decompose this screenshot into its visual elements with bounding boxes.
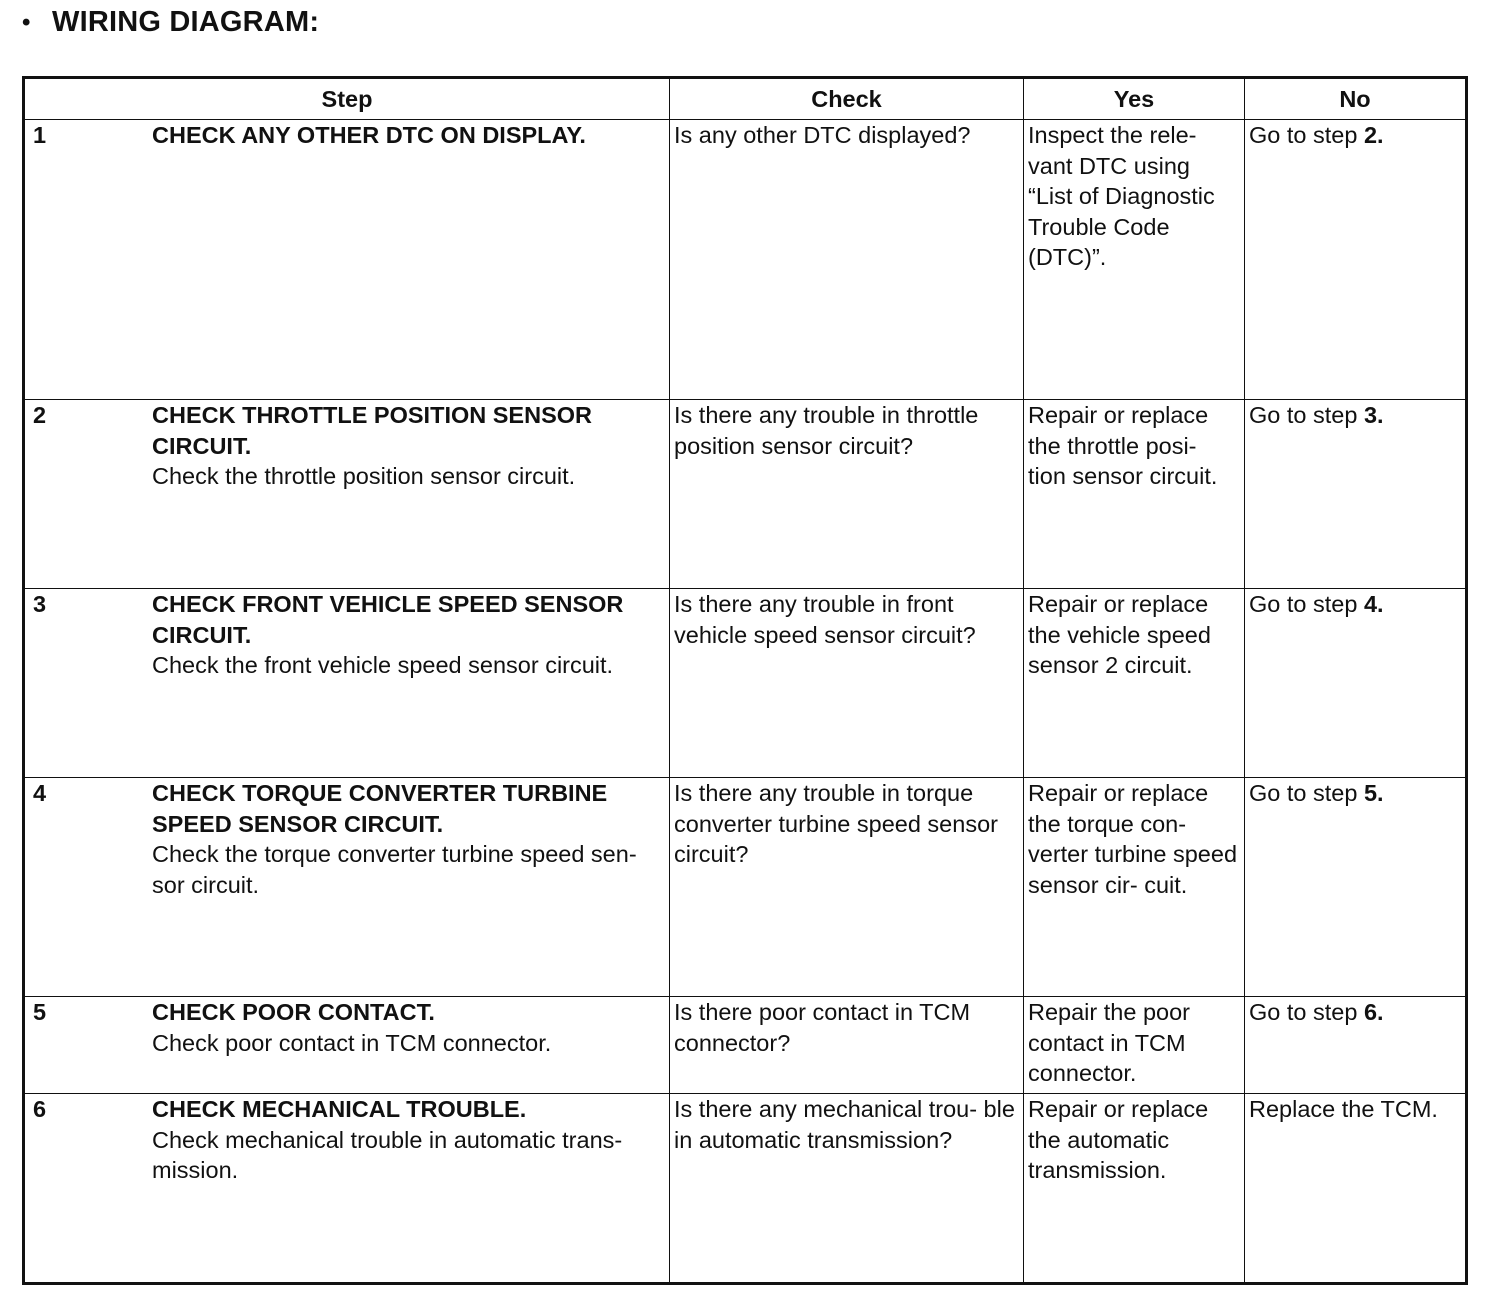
no-cell <box>1245 120 1467 400</box>
yes-cell: Repair or replace the torque con- verter turbine speed sensor cir- cuit. <box>1024 778 1245 997</box>
step-cell <box>24 120 670 400</box>
table-row <box>24 589 1467 778</box>
yes-cell: Inspect the rele- vant DTC using “List of Diagnostic Trouble Code (DTC)”. <box>1024 120 1245 400</box>
step-description: Check the throttle position sensor circuit. <box>152 463 576 489</box>
heading-title: WIRING DIAGRAM: <box>52 6 320 38</box>
step-title: CHECK ANY OTHER DTC ON DISPLAY. <box>152 122 586 148</box>
no-cell <box>1245 778 1467 997</box>
step-number: 5 <box>33 999 47 1025</box>
section-heading <box>22 6 319 39</box>
step-number: 4 <box>33 780 47 806</box>
no-cell <box>1245 400 1467 589</box>
yes-cell: Repair or replace the vehicle speed sensor 2 circuit. <box>1024 589 1245 778</box>
no-step-ref: 2. <box>1363 122 1384 148</box>
step-title: CHECK MECHANICAL TROUBLE. <box>152 1096 527 1122</box>
no-text: Go to step <box>1249 999 1364 1025</box>
step-cell <box>24 1094 670 1284</box>
check-cell: Is there any trouble in front vehicle speed sensor circuit? <box>670 589 1024 778</box>
check-cell: Is there any mechanical trou- ble in automatic transmission? <box>670 1094 1024 1284</box>
check-cell: Is there any trouble in throttle position sensor circuit? <box>670 400 1024 589</box>
step-number: 2 <box>33 402 47 428</box>
step-cell <box>24 778 670 997</box>
step-description: Check mechanical trouble in automatic trans- mission. <box>152 1126 623 1183</box>
no-step-ref: 5. <box>1363 780 1384 806</box>
check-cell: Is there any trouble in torque converter turbine speed sensor circuit? <box>670 778 1024 997</box>
no-text: Replace the TCM. <box>1249 1096 1438 1122</box>
table-row <box>24 120 1467 400</box>
step-title: CHECK FRONT VEHICLE SPEED SENSOR CIRCUIT. <box>152 591 624 648</box>
header-no: No <box>1245 78 1467 120</box>
table-row <box>24 1094 1467 1284</box>
no-cell <box>1245 1094 1467 1284</box>
check-cell: Is there poor contact in TCM connector? <box>670 997 1024 1094</box>
step-number: 3 <box>33 591 47 617</box>
check-cell: Is any other DTC displayed? <box>670 120 1024 400</box>
no-cell <box>1245 589 1467 778</box>
yes-cell: Repair or replace the throttle posi- tion sensor circuit. <box>1024 400 1245 589</box>
step-title: CHECK TORQUE CONVERTER TURBINE SPEED SENSOR CIRCUIT. <box>152 780 608 837</box>
no-text: Go to step <box>1249 591 1364 617</box>
step-description: Check poor contact in TCM connector. <box>152 1029 552 1056</box>
yes-cell: Repair the poor contact in TCM connector. <box>1024 997 1245 1094</box>
table-header-row <box>24 78 1467 120</box>
no-step-ref: 3. <box>1363 402 1384 428</box>
step-description: Check the torque converter turbine speed sen- sor circuit. <box>152 841 637 898</box>
header-check: Check <box>670 78 1024 120</box>
table-row <box>24 778 1467 997</box>
no-text: Go to step <box>1249 402 1364 428</box>
no-cell <box>1245 997 1467 1094</box>
step-number: 6 <box>33 1096 47 1122</box>
table-row <box>24 997 1467 1094</box>
step-description: Check the front vehicle speed sensor circuit. <box>152 652 614 678</box>
step-cell <box>24 400 670 589</box>
step-cell <box>24 997 670 1094</box>
no-step-ref: 6. <box>1363 999 1384 1025</box>
step-cell <box>24 589 670 778</box>
step-number: 1 <box>33 122 47 148</box>
header-yes: Yes <box>1024 78 1245 120</box>
no-step-ref: 4. <box>1363 591 1384 617</box>
bullet-icon: • <box>22 8 31 36</box>
header-step: Step <box>24 78 670 120</box>
table-row <box>24 400 1467 589</box>
no-text: Go to step <box>1249 780 1364 806</box>
step-title: CHECK THROTTLE POSITION SENSOR CIRCUIT. <box>152 402 592 459</box>
yes-cell: Repair or replace the automatic transmission. <box>1024 1094 1245 1284</box>
no-text: Go to step <box>1249 122 1364 148</box>
step-title: CHECK POOR CONTACT. <box>152 999 435 1025</box>
diagnostic-table <box>22 76 1468 1285</box>
